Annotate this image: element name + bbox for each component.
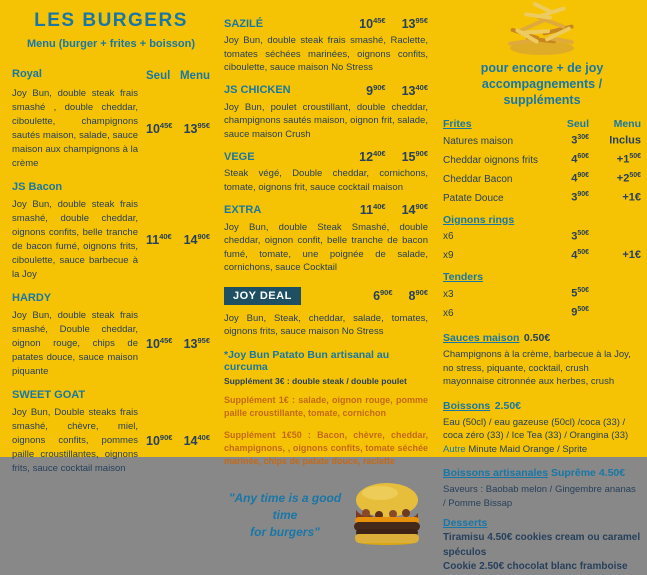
supplement-1e50-line: Supplément 1€50 : Bacon, chèvre, cheddar, champignons, , oignons confits, tomate séchée marinée, chips de patate douce, raclette (224, 429, 428, 466)
price-menu: $8^{90€}$ (408, 288, 428, 304)
column-header-menu: Menu (613, 118, 641, 130)
frites-row-natures: Natures maison $3^{30€}$ Inclus (443, 134, 641, 147)
slogan-quote: "Any time is a good time for burgers" (228, 490, 342, 539)
column-header-seul: Seul (146, 70, 171, 82)
supreme-price: Suprême 4.50€ (548, 467, 626, 480)
sauces-list-2: mayonnaise citronnée aux herbes, crush (443, 376, 615, 388)
item-name-sweet-goat: SWEET GOAT (12, 389, 86, 401)
sauces-list: Champignons à la crème, barbecue à la Joy, no stress, piquante, cocktail, crush (443, 349, 631, 374)
sauces-section (443, 328, 641, 389)
item-name-js-chicken: JS CHICKEN (224, 84, 291, 97)
dessert-tiramisu: Tiramisu 4.50€ cookies cream ou caramel spéculos (443, 532, 641, 558)
left-header-row (12, 64, 210, 82)
quote-row (224, 480, 428, 551)
burger-photo-icon (346, 480, 428, 551)
price-seul: $10^{90€}$ (146, 433, 173, 449)
oignons-rings-section-header: Oignons rings (443, 213, 515, 226)
autre-highlight: Autre (443, 443, 466, 455)
menu-item-joy-deal (224, 287, 428, 339)
sauces-price: 0.50€ (523, 332, 551, 345)
item-desc: Joy Bun, poulet croustillant, double cheddar, champignons sautés maison, oignon frit, salade, sauce maison Crush (224, 101, 428, 140)
menu-item-vege (224, 149, 428, 194)
boissons-list: Eau (50cl) / eau gazeuse (50cl) /coca (33) / coca zéro (33) / Ice Tea (33) / Orangina (33) Autre Minute Maid Orange / Sprite (443, 416, 629, 455)
right-column (443, 2, 641, 575)
boissons-artisanales-header: Boissons artisanales (443, 467, 549, 480)
supplement-1e-line: Supplément 1€ : salade, oignon rouge, pomme paille croustillante, tomate, cornichon (224, 394, 428, 418)
tenders-row-x6: x6 $9^{50€}$ (443, 306, 589, 319)
item-name-hardy: HARDY (12, 292, 52, 304)
item-desc: Joy Bun, double Steak Smashé, double cheddar, oignon confit, belle tranche de bacon fumé, tomate, une poignée de salade, cornichons, sauce Cocktail (224, 221, 428, 274)
price-seul: $11^{40€}$ (146, 232, 172, 248)
item-desc: Joy Bun, double steak frais smashé , double cheddar, ciboulette, champignons sautés maison, salade, sauce maison aux champignons à la crème (12, 88, 138, 169)
price-seul: $10^{45€}$ (359, 16, 386, 32)
price-menu: $15^{90€}$ (401, 149, 428, 165)
frites-row-patate-douce: Patate Douce $3^{90€}$ +1€ (443, 191, 641, 205)
price-seul: $6^{90€}$ (373, 288, 393, 304)
patato-bun-note: *Joy Bun Patato Bun artisanal au curcuma (224, 348, 390, 373)
saveurs-list: Saveurs : Baobab melon / Gingembre ananas / Pomme Bissap (443, 484, 636, 509)
item-name-js-bacon: JS Bacon (12, 181, 63, 193)
fries-photo-icon (443, 2, 641, 60)
price-menu: $13^{95€}$ (401, 16, 428, 32)
price-menu: $13^{40€}$ (401, 82, 428, 98)
supplements-heading: pour encore + de joy accompagnements / suppléments (480, 61, 604, 107)
column-header-seul: Seul (566, 118, 589, 130)
price-seul: $10^{45€}$ (146, 121, 173, 137)
page-title: LES BURGERS (34, 10, 188, 31)
item-name-vege: VEGE (224, 150, 255, 163)
item-desc: Steak végé, Double cheddar, cornichons, tomate, oignons frit, sauce cocktail maison (224, 168, 428, 193)
frites-section-header: Frites (443, 118, 472, 130)
menu-item-extra (224, 202, 428, 274)
frites-row-cheddar-bacon: Cheddar Bacon $4^{90€}$ $+2^{50€}$ (443, 172, 641, 185)
tenders-section-header: Tenders (443, 270, 484, 283)
price-menu: $14^{90€}$ (183, 232, 210, 248)
oignons-row-x6: x6 $3^{50€}$ (443, 229, 589, 243)
item-desc: Joy Bun, double steak frais smashé, Raclette, tomates séchées marinées, oignons confits, ciboulette, sauce maison No Stress (224, 35, 428, 74)
boissons-artisanales-section (443, 463, 641, 510)
price-seul: $12^{40€}$ (359, 149, 386, 165)
price-menu: $14^{40€}$ (183, 433, 210, 449)
supplement-3e-note: Supplément 3€ : double steak / double poulet (224, 375, 407, 386)
price-menu: $14^{90€}$ (401, 202, 428, 218)
column-header-menu: Menu (179, 70, 210, 82)
joy-deal-badge: JOY DEAL (224, 287, 301, 305)
sauces-section-header: Sauces maison (443, 332, 520, 345)
item-desc: Joy Bun, double steak frais smashé, Double cheddar, oignon rouge, chips de patates douce, sauce maison piquante (12, 310, 138, 377)
price-seul: $11^{40€}$ (359, 202, 386, 218)
boissons-section-header: Boissons (443, 399, 491, 412)
item-desc: Joy Bun, Steak, cheddar, salade, tomates, oignons frits, sauce maison No Stress (224, 312, 428, 338)
price-menu: $13^{95€}$ (183, 121, 210, 137)
price-seul: $10^{45€}$ (146, 336, 173, 352)
page-subtitle: Menu (burger + frites + boisson) (26, 38, 196, 50)
item-desc: Joy Bun, double steak frais smashé, double cheddar, oignons confits, belle tranche de bacon fumé, oignons frits, ciboulette, sauce barbecue à la Joy (12, 199, 138, 280)
menu-item-hardy (12, 309, 210, 379)
boissons-section (443, 396, 641, 457)
boissons-price: 2.50€ (494, 399, 521, 412)
menu-item-sazile (224, 16, 428, 75)
frites-row-cheddar-oignons: Cheddar oignons frits $4^{60€}$ $+1^{50€}$ (443, 153, 641, 166)
item-name-royal: Royal (12, 68, 42, 80)
menu-item-js-bacon (12, 198, 210, 282)
frites-header-row (443, 118, 641, 130)
tenders-row-x3: x3 $5^{50€}$ (443, 286, 589, 300)
dessert-cookie: Cookie 2.50€ chocolat blanc framboise (443, 561, 628, 573)
left-column (12, 10, 210, 485)
desserts-section (443, 517, 641, 575)
item-name-sazile: SAZILÉ (224, 17, 264, 30)
item-name-extra: EXTRA (224, 204, 262, 217)
menu-item-royal (12, 87, 210, 171)
menu-item-sweet-goat (12, 406, 210, 476)
item-desc: Joy Bun, Double steaks frais smashé, chèvre, miel, oignons confits, pommes paille croustillantes, oignons frits, sauce cocktail maison (12, 407, 138, 474)
price-seul: $9^{90€}$ (366, 82, 386, 98)
middle-column (224, 8, 428, 551)
desserts-section-header: Desserts (443, 517, 488, 530)
menu-item-js-chicken (224, 83, 428, 142)
oignons-row-x9: x9 $4^{50€}$ +1€ (443, 248, 641, 262)
price-menu: $13^{95€}$ (183, 336, 210, 352)
